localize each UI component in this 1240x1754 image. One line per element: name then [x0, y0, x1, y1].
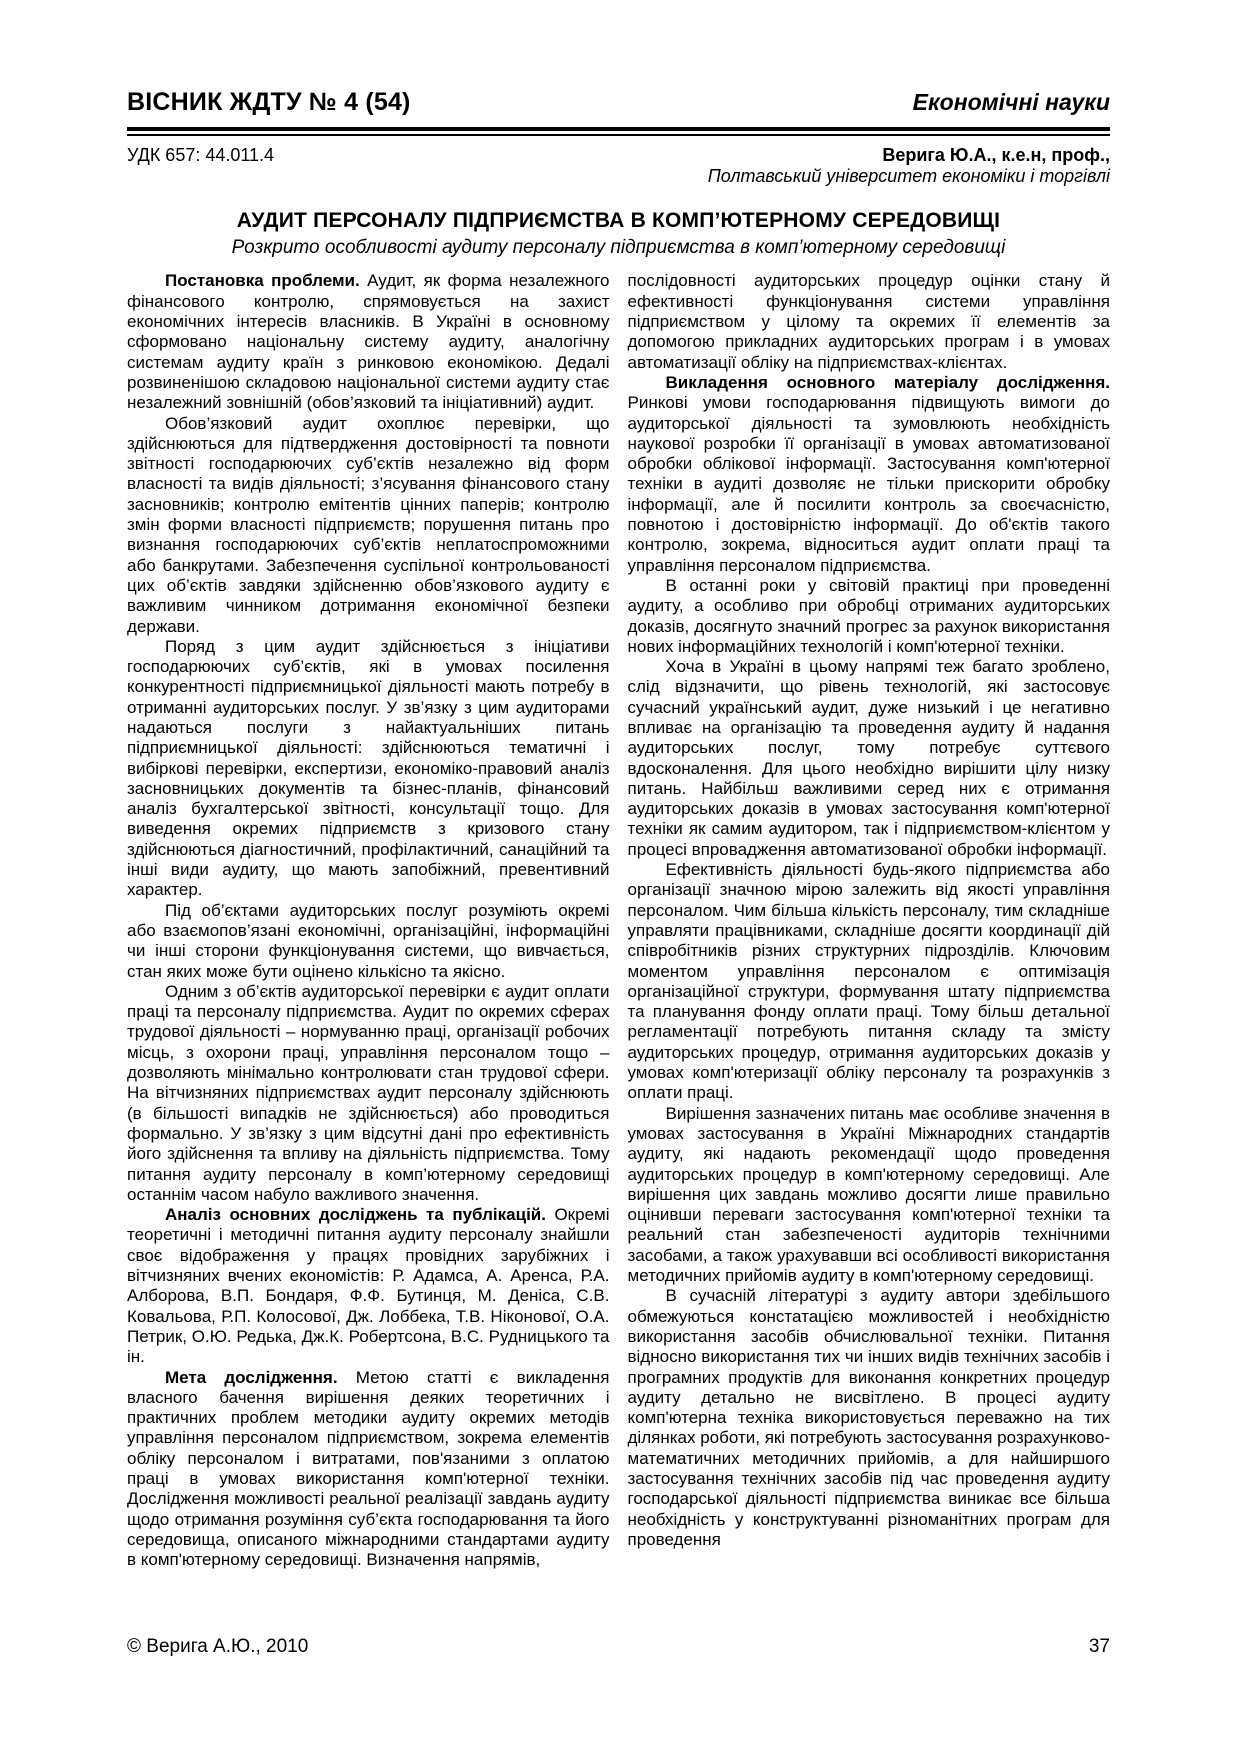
paragraph: послідовності аудиторських процедур оцінки стану й ефективності функціонування системи управління підприємством у цілому та окремих її елементів за допомогою прикладних аудиторських програм і в умовах автоматизації обліку на підприємствах-клієнтах.	[627, 271, 1110, 372]
paragraph-lead: Постановка проблеми.	[165, 271, 360, 291]
paragraph: Постановка проблеми. Аудит, як форма незалежного фінансового контролю, спрямовується на захист економічних інтересів власників. В Україні в основному сформовано національну систему аудиту, аналогічну системам аудиту країн з ринковою економікою. Дедалі розвиненішою складовою національної системи аудиту стає незалежний зовнішній (обов’язковий та ініціативний) аудит.	[127, 271, 610, 413]
paragraph-lead: Аналіз основних досліджень та публікацій.	[165, 1205, 546, 1225]
paragraph: Викладення основного матеріалу дослідження. Ринкові умови господарювання підвищують вимоги до аудиторської діяльності та зумовлюють необхідність наукової розробки її організації в умовах автоматизованої обробки облікової інформації. Застосування комп'ютерної техніки в аудиті дозволяє не тільки прискорити обробку інформації, але й посилити контроль за своєчасністю, повнотою і достовірністю інформації. До об'єктів такого контролю, зокрема, відноситься аудит оплати праці та управління персоналом підприємства.	[627, 372, 1110, 575]
paragraph: В сучасній літературі з аудиту автори здебільшого обмежуються констатацією можливостей і необхідністю використання засобів обчислювальної техніки. Питання відносно використання тих чи інших видів технічних засобів і програмних продуктів для виконання конкретних процедур аудиту детально не висвітлено. В процесі аудиту комп'ютерна техніка використовується переважно на тих ділянках роботи, які потребують застосування розрахунково-математичних методичних прийомів, а для найширшого застосування технічних засобів під час проведення аудиту господарської діяльності підприємства виникає все більша необхідність у конструктуванні різноманітних програм для проведення	[627, 1286, 1110, 1549]
paragraph: Під об’єктами аудиторських послуг розуміють окремі або взаємопов’язані економічні, організаційні, інформаційні чи інші сторони функціонування системи, що вивчається, стан яких може бути оцінено кількісно та якісно.	[127, 900, 610, 981]
paragraph: Хоча в Україні в цьому напрямі теж багато зроблено, слід відзначити, що рівень технологій, які застосовує сучасний український аудит, дуже низький і це негативно впливає на організацію та проведення аудиту й надання аудиторських послуг, тому потребує суттєвого вдосконалення. Для цього необхідно вирішити цілу низку питань. Найбільш важливими серед них є отримання аудиторських доказів в умовах застосування комп'ютерної техніки як самим аудитором, так і підприємством-клієнтом у процесі впровадження автоматизованої обробки інформації.	[627, 657, 1110, 859]
paragraph: Ефективність діяльності будь-якого підприємства або організації значною мірою залежить від якості управління персоналом. Чим більша кількість персоналу, тим складніше управляти працівниками, складніше досягти координації дій співробітників різних структурних підрозділів. Ключовим моментом управління персоналом є оптимізація організаційної структури, формування штату підприємства та планування фонду оплати праці. Тому більш детальної регламентації потребують питання складу та змісту аудиторських процедур, отримання аудиторських доказів у умовах комп'ютеризації обліку персоналу та розрахунків з оплати праці.	[627, 860, 1110, 1103]
article-title: АУДИТ ПЕРСОНАЛУ ПІДПРИЄМСТВА В КОМП’ЮТЕРНОМУ СЕРЕДОВИЩІ	[236, 209, 1001, 233]
page-number: 37	[1088, 1636, 1110, 1657]
paragraph-lead: Мета дослідження.	[165, 1367, 338, 1387]
page-footer	[127, 1636, 1110, 1658]
page-header	[127, 88, 1110, 117]
paragraph: Вирішення зазначених питань має особливе значення в умовах застосування в Україні Міжнародних стандартів аудиту, які надають рекомендації щодо проведення аудиторських процедур в комп'ютерному середовищі. Але вирішення цих завдань можливо досягти лише правильно оцінивши переваги застосування комп'ютерної техніки та реальний стан забезпеченості аудиторів технічними засобами, а також урахувавши всі особливості використання методичних прийомів аудиту в комп'ютерному середовищі.	[627, 1103, 1110, 1286]
paragraph: Аналіз основних досліджень та публікацій. Окремі теоретичні і методичні питання аудиту персоналу знайшли своє відображення у працях провідних зарубіжних і вітчизняних вчених економістів: Р. Адамса, А. Аренса, Р.А. Алборова, В.П. Бондаря, Ф.Ф. Бутинця, М. Деніса, С.В. Ковальова, Р.П. Колосової, Дж. Лоббека, Т.В. Ніконової, О.А. Петрик, О.Ю. Редька, Дж.К. Робертсона, В.С. Рудницького та ін.	[127, 1205, 610, 1367]
left-column	[127, 271, 610, 1570]
author-affiliation: Полтавський університет економіки і торгівлі	[707, 166, 1110, 187]
journal-title: ВІСНИК ЖДТУ № 4 (54)	[127, 88, 411, 116]
paragraph: Мета дослідження. Метою статті є викладення власного бачення вирішення деяких теоретичних і практичних проблем методики аудиту окремих методів управління персоналом підприємством, зокрема елементів обліку персоналом і витратами, пов'язаними з оплатою праці в умовах використання комп'ютерної техніки. Дослідження можливості реальної реалізації завдань аудиту щодо отримання розуміння суб’єкта господарювання та його середовища, описаного міжнародними стандартами аудиту в комп'ютерному середовищі. Визначення напрямів,	[127, 1367, 610, 1570]
article-body	[127, 271, 1110, 1570]
copyright-note: © Верига А.Ю., 2010	[127, 1636, 309, 1657]
right-column	[628, 271, 1111, 1570]
section-name: Економічні науки	[912, 89, 1110, 115]
paragraph: Поряд з цим аудит здійснюється з ініціативи господарюючих суб’єктів, які в умовах посилення конкурентності підприємницької діяльності мають потребу в отриманні аудиторських послуг. У зв’язку з цим аудиторами надаються послуги з найактуальніших питань підприємницької діяльності: здійснюються тематичні і вибіркові перевірки, експертизи, економіко-правовий аналіз засновницьких документів та бізнес-планів, фінансовий аналіз бухгалтерської звітності, консультації тощо. Для виведення окремих підприємств з кризового стану здійснюються діагностичний, профілактичний, санаційний та інші види аудиту, що мають запобіжний, превентивний характер.	[127, 636, 610, 900]
paragraph-lead: Викладення основного матеріалу дослідження.	[665, 372, 1110, 392]
paragraph: В останні роки у світовій практиці при проведенні аудиту, а особливо при обробці отриманих аудиторських доказів, досягнуто значний прогрес за рахунок використання нових інформаційних технологій і комп'ютерної техніки.	[627, 575, 1110, 656]
author-name: Верига Ю.А., к.е.н, проф.,	[882, 145, 1110, 165]
paragraph: Одним з об’єктів аудиторської перевірки є аудит оплати праці та персоналу підприємства. Аудит по окремих сферах трудової діяльності – нормуванню праці, організації робочих місць, з охорони праці, управління персоналом тощо – дозволяють мінімально контролювати стан трудової сфери. На вітчизняних підприємствах аудит персоналу здійснюють (в більшості випадків не здійснюється) або проводиться формально. У зв’язку з цим відсутні дані про ефективність його здійснення та впливу на діяльність підприємства. Тому питання аудиту персоналу в комп’ютерному середовищі останнім часом набуло важливого значення.	[127, 981, 610, 1204]
author-byline	[708, 145, 1110, 187]
paragraph: Обов’язковий аудит охоплює перевірки, що здійснюються для підтвердження достовірності та повноти звітності господарюючих суб’єктів незалежно від форм власності та видів діяльності; з’ясування фінансового стану засновників; контролю емітентів цінних паперів; контролю змін форми власності підприємств; порушення питань про визнання господарюючих суб’єктів неплатоспроможними або банкрутами. Забезпечення суспільної контрольованості цих об’єктів завдяки здійсненню обов’язкового аудиту є важливим чинником дотримання економічної безпеки держави.	[127, 413, 610, 636]
article-abstract: Розкрито особливості аудиту персоналу підприємства в комп’ютерному середовищі	[231, 237, 1006, 259]
header-divider	[127, 127, 1110, 136]
byline-row	[127, 145, 1110, 187]
udc-code: УДК 657: 44.011.4	[127, 145, 275, 165]
